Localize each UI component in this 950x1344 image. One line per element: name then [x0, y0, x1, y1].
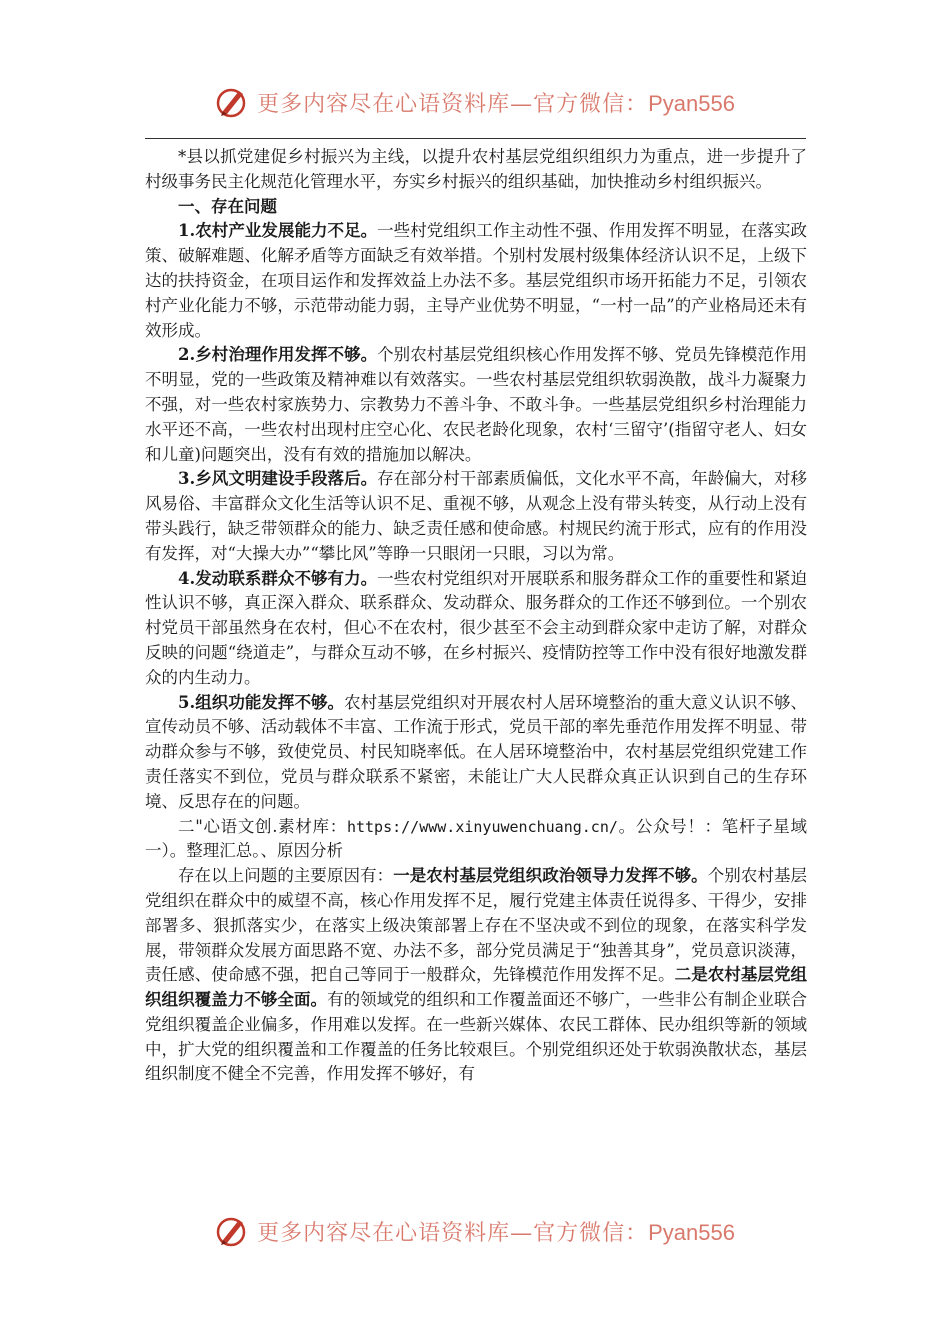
paragraph: [145, 219, 807, 343]
bold-heading-text: 一是农村基层党组织政治领导力发挥不够。: [393, 866, 708, 886]
pen-logo-icon: [215, 1214, 249, 1248]
pen-logo-icon: [215, 85, 249, 119]
header-banner: [0, 77, 950, 127]
paragraph-text: 一些农村党组织对开展联系和服务群众工作的重要性和紧迫性认识不够，真正深入群众、联系群众、发动群众、服务群众的工作还不够到位。一个别农村党员干部虽然身在农村，但心不在农村，很少甚至不会主动到群众家中走访了解，对群众反映的问题“绕道走”，与群众互动不够，在乡村振兴、疫情防控等工作中没有很好地激发群众的内生动力。: [145, 568, 807, 687]
paragraph-text: 个别农村基层党组织在群众中的威望不高，核心作用发挥不足，履行党建主体责任说得多、干得少，安排部署多、狠抓落实少，在落实上级决策部署上存在不坚决或不到位的现象，在落实科学发展，带领群众发展方面思路不宽、办法不多，部分党员满足于“独善其身”，党员意识淡薄，责任感、使命感不强，把自己等同于一般群众，先锋模范作用发挥不足。: [145, 866, 808, 985]
bold-heading-text: 2.乡村治理作用发挥不够。: [178, 345, 378, 365]
banner-text: 更多内容尽在心语资料库—官方微信：Pyan556: [257, 90, 735, 117]
bold-heading-text: 二是农村基层党组织组织覆盖力不够全面。: [145, 965, 807, 1010]
paragraph-text: 二"心语文创.素材库：: [178, 816, 347, 836]
paragraph-text: 。公众号！：笔杆子星域一）。整理汇总。、原因分析: [145, 816, 808, 861]
paragraph-text: 个别农村基层党组织核心作用发挥不够、党员先锋模范作用不明显，党的一些政策及精神难以有效落实。一些农村基层党组织软弱涣散，战斗力凝聚力不强，对一些农村家族势力、宗教势力不善斗争、不敢斗争。一些基层党组织乡村治理能力水平还不高，一些农村出现村庄空心化、农民老龄化现象，农村‘三留守’(指留守老人、妇女和儿童)问题突出，没有有效的措施加以解决。: [145, 345, 807, 464]
banner-text: 更多内容尽在心语资料库—官方微信：Pyan556: [257, 1219, 735, 1246]
header-divider: [145, 138, 806, 139]
paragraph: [145, 864, 807, 1087]
paragraph: [145, 691, 807, 815]
paragraph-text: 存在以上问题的主要原因有：: [178, 866, 394, 886]
bold-heading-text: 3.乡风文明建设手段落后。: [178, 469, 378, 489]
document-body: [145, 145, 807, 1087]
paragraph: [145, 567, 807, 691]
bold-heading-text: 一、存在问题: [178, 196, 277, 216]
bold-heading-text: 1.农村产业发展能力不足。: [178, 221, 378, 241]
paragraph: [145, 815, 807, 865]
bold-heading-text: 5.组织功能发挥不够。: [178, 692, 345, 712]
paragraph-text: 农村基层党组织对开展农村人居环境整治的重大意义认识不够、宣传动员不够、活动载体不丰富、工作流于形式，党员干部的率先垂范作用发挥不明显、带动群众参与不够，致使党员、村民知晓率低。在人居环境整治中，农村基层党组织党建工作责任落实不到位，党员与群众联系不紧密，未能让广大人民群众真正认识到自己的生存环境、反思存在的问题。: [145, 692, 808, 811]
paragraph: [145, 467, 807, 566]
paragraph: [145, 195, 807, 220]
paragraph: [145, 343, 807, 467]
paragraph-text: https://www.xinyuwenchuang.cn/: [346, 817, 618, 836]
paragraph-text: 一些村党组织工作主动性不强、作用发挥不明显，在落实政策、破解难题、化解矛盾等方面缺乏有效举措。个别村发展村级集体经济认识不足，上级下达的扶持资金，在项目运作和发挥效益上办法不多。基层党组织市场开拓能力不足，引领农村产业化能力不够，示范带动能力弱，主导产业优势不明显，“一村一品”的产业格局还未有效形成。: [145, 221, 807, 340]
paragraph-text: *县以抓党建促乡村振兴为主线，以提升农村基层党组织组织力为重点，进一步提升了村级事务民主化规范化管理水平，夯实乡村振兴的组织基础，加快推动乡村组织振兴。: [145, 147, 807, 191]
paragraph: [145, 145, 807, 195]
bold-heading-text: 4.发动联系群众不够有力。: [178, 568, 378, 588]
paragraph-text: 存在部分村干部素质偏低，文化水平不高，年龄偏大，对移风易俗、丰富群众文化生活等认识不足、重视不够，从观念上没有带头转变，从行动上没有带头践行，缺乏带领群众的能力、缺乏责任感和使命感。村规民约流于形式，应有的作用没有发挥，对“大操大办”“攀比风”等睁一只眼闭一只眼，习以为常。: [145, 469, 807, 563]
paragraph-text: 有的领域党的组织和工作覆盖面还不够广，一些非公有制企业联合党组织覆盖企业偏多，作用难以发挥。在一些新兴媒体、农民工群体、民办组织等新的领域中，扩大党的组织覆盖和工作覆盖的任务比较艰巨。个别党组织还处于软弱涣散状态，基层组织制度不健全不完善，作用发挥不够好，有: [145, 990, 808, 1084]
footer-banner: [0, 1206, 950, 1256]
